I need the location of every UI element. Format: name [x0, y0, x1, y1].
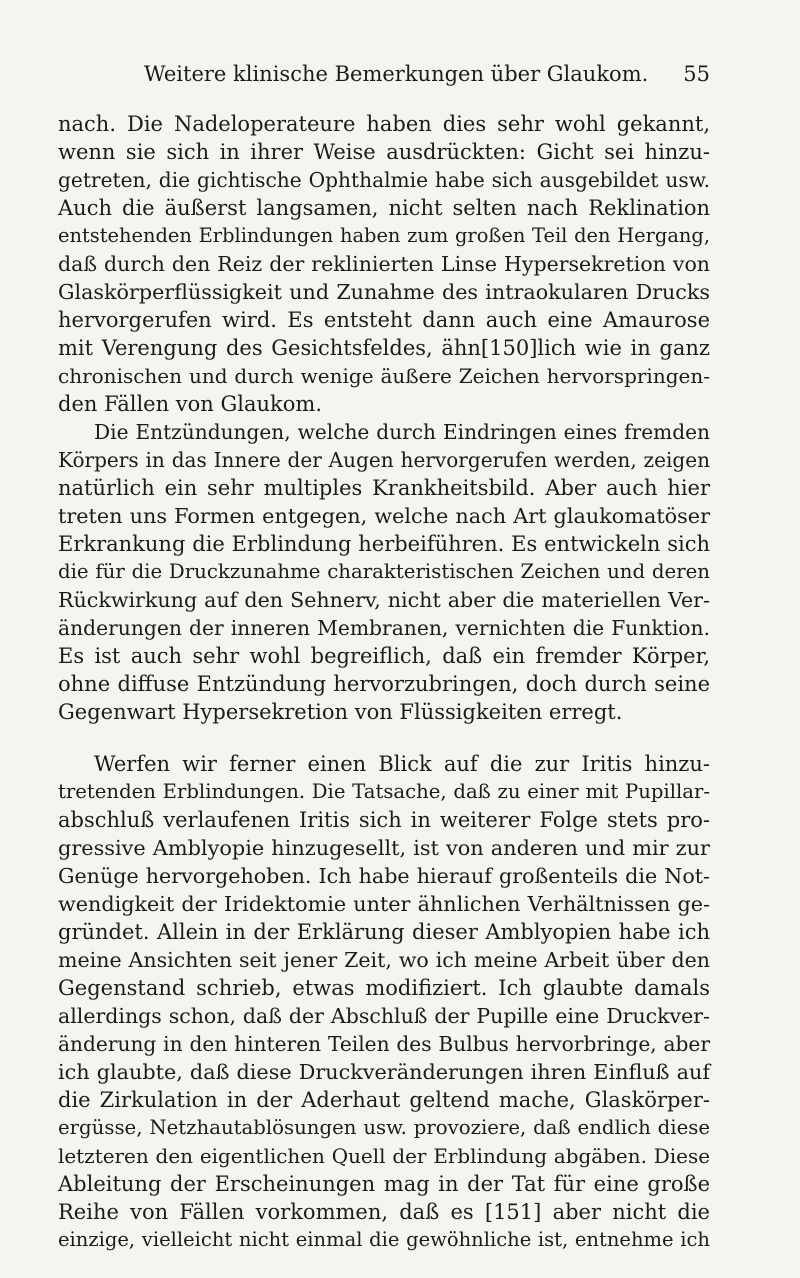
- paragraph-3: [58, 750, 710, 1254]
- body-text: [58, 110, 710, 1254]
- text-line: tretenden Erblindungen. Die Tatsache, daß zu einer mit Pupillar-: [58, 780, 710, 803]
- paragraph-gap: [58, 726, 710, 750]
- text-line: getreten, die gichtische Ophthalmie habe sich ausgebildet usw.: [58, 168, 710, 192]
- text-line: Reihe von Fällen vorkommen, daß es [151] aber nicht die: [58, 1200, 710, 1224]
- text-line: entstehenden Erblindungen haben zum großen Teil den Hergang,: [58, 224, 710, 247]
- text-line: Genüge hervorgehoben. Ich habe hierauf großenteils die Not-: [58, 864, 710, 888]
- text-line: die für die Druckzunahme charakteristischen Zeichen und deren: [58, 560, 710, 583]
- text-line: Glaskörperflüssigkeit und Zunahme des intraokularen Drucks: [58, 280, 710, 304]
- text-line: chronischen und durch wenige äußere Zeichen hervorspringen-: [58, 364, 710, 388]
- text-line: die Zirkulation in der Aderhaut geltend mache, Glaskörper-: [58, 1088, 710, 1112]
- text-line: daß durch den Reiz der reklinierten Linse Hypersekretion von: [58, 252, 710, 276]
- text-line: mit Verengung des Gesichtsfeldes, ähn[150]lich wie in ganz: [58, 336, 710, 360]
- text-line: natürlich ein sehr multiples Krankheitsbild. Aber auch hier: [58, 476, 710, 500]
- text-line: nach. Die Nadeloperateure haben dies sehr wohl gekannt,: [58, 112, 710, 136]
- text-line: Ableitung der Erscheinungen mag in der Tat für eine große: [58, 1172, 710, 1196]
- text-line: treten uns Formen entgegen, welche nach Art glaukomatöser: [58, 504, 710, 528]
- running-head: [144, 62, 710, 92]
- text-line: Es ist auch sehr wohl begreiflich, daß ein fremder Körper,: [58, 644, 710, 668]
- text-line: abschluß verlaufenen Iritis sich in weiterer Folge stets pro-: [58, 808, 710, 832]
- text-line: Auch die äußerst langsamen, nicht selten nach Reklination: [58, 196, 710, 220]
- text-line: gründet. Allein in der Erklärung dieser Amblyopien habe ich: [58, 920, 710, 944]
- text-line: wenn sie sich in ihrer Weise ausdrückten: Gicht sei hinzu-: [58, 140, 710, 164]
- text-line: Erkrankung die Erblindung herbeiführen. Es entwickeln sich: [58, 532, 710, 556]
- text-line: den Fällen von Glaukom.: [58, 392, 322, 416]
- text-line: Rückwirkung auf den Sehnerv, nicht aber die materiellen Ver-: [58, 588, 710, 612]
- text-line: änderungen der inneren Membranen, vernichten die Funktion.: [58, 616, 710, 640]
- text-line: meine Ansichten seit jener Zeit, wo ich meine Arbeit über den: [58, 948, 710, 972]
- text-line: Werfen wir ferner einen Blick auf die zur Iritis hinzu-: [94, 752, 710, 776]
- text-line: hervorgerufen wird. Es entsteht dann auch eine Amaurose: [58, 308, 710, 332]
- text-line: Gegenwart Hypersekretion von Flüssigkeiten erregt.: [58, 700, 623, 724]
- text-line: letzteren den eigentlichen Quell der Erblindung abgäben. Diese: [58, 1144, 710, 1168]
- text-line: Die Entzündungen, welche durch Eindringen eines fremden: [94, 420, 710, 444]
- text-line: allerdings schon, daß der Abschluß der Pupille eine Druckver-: [58, 1004, 710, 1028]
- text-line: änderung in den hinteren Teilen des Bulbus hervorbringe, aber: [58, 1032, 710, 1056]
- text-line: Körpers in das Innere der Augen hervorgerufen werden, zeigen: [58, 448, 710, 472]
- paragraph-2: [58, 418, 710, 726]
- text-line: einzige, vielleicht nicht einmal die gewöhnliche ist, entnehme ich: [58, 1228, 710, 1251]
- running-title: Weitere klinische Bemerkungen über Glaukom.: [144, 62, 649, 86]
- text-line: gressive Amblyopie hinzugesellt, ist von anderen und mir zur: [58, 836, 710, 860]
- text-line: ich glaubte, daß diese Druckveränderungen ihren Einfluß auf: [58, 1060, 710, 1084]
- text-line: wendigkeit der Iridektomie unter ähnlichen Verhältnissen ge-: [58, 892, 710, 916]
- text-line: Gegenstand schrieb, etwas modifiziert. Ich glaubte damals: [58, 976, 710, 1000]
- text-line: ohne diffuse Entzündung hervorzubringen, doch durch seine: [58, 672, 710, 696]
- text-line: ergüsse, Netzhautablösungen usw. provoziere, daß endlich diese: [58, 1116, 710, 1139]
- paragraph-1: [58, 110, 710, 418]
- page-number: 55: [683, 62, 710, 86]
